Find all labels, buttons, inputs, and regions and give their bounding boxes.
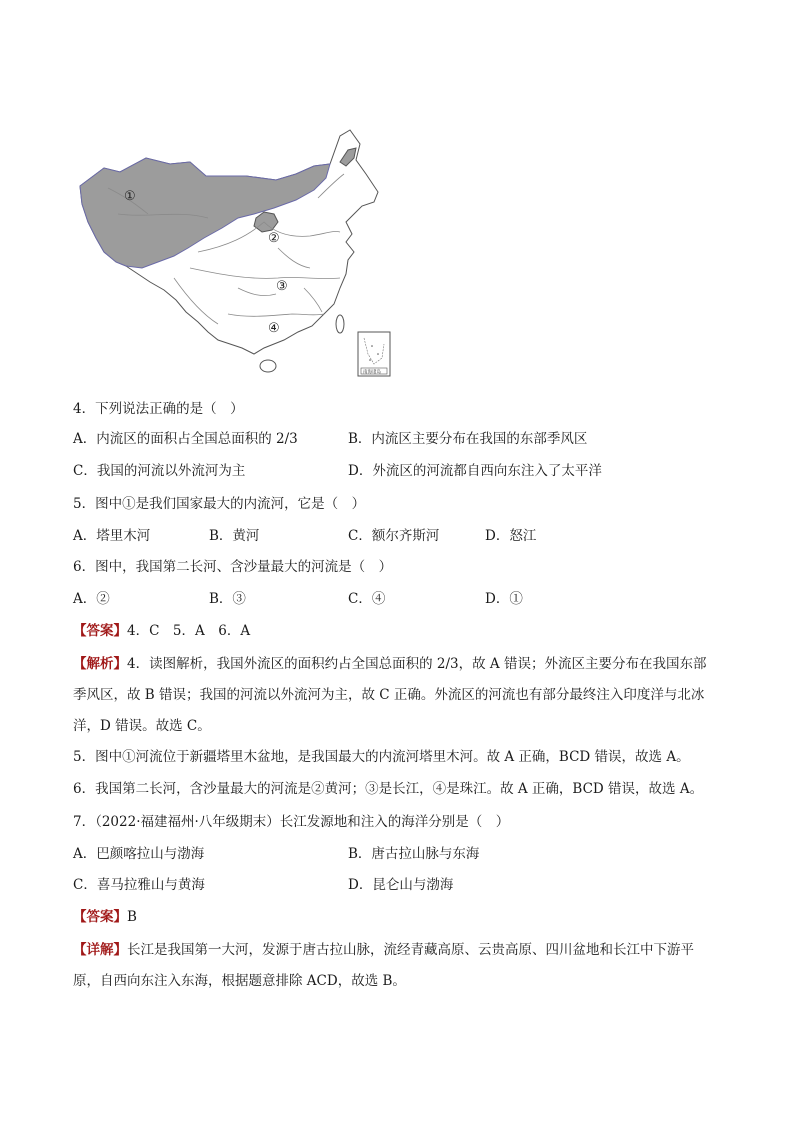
- detail-line-1: 【详解】长江是我国第一大河，发源于唐古拉山脉，流经青藏高原、云贵高原、四川盆地和长江中下游平: [73, 942, 694, 958]
- q6-option-d: D．①: [485, 591, 523, 607]
- explanation-line-2: 季风区，故 B 错误；我国的河流以外流河为主，故 C 正确。外流区的河流也有部分最终注入印度洋与北冰: [73, 687, 705, 703]
- south-sea-inset: [358, 332, 390, 376]
- answer-tag-1: 【答案】: [73, 623, 127, 639]
- q4-row-2: [73, 461, 733, 481]
- label-3: ③: [276, 279, 288, 294]
- label-1: ①: [124, 189, 136, 204]
- label-4: ④: [268, 321, 280, 336]
- q4-row-1: [73, 429, 733, 449]
- q6-option-b: B．③: [209, 591, 246, 607]
- q6-stem: 6．图中，我国第二长河、含沙量最大的河流是（ ）: [73, 559, 393, 575]
- q7-row-2: [73, 875, 733, 895]
- answer-text-2: B: [127, 909, 137, 925]
- q4-option-a: A．内流区的面积占全国总面积的 2/3: [73, 431, 298, 447]
- detail-tag: 【详解】: [73, 942, 127, 958]
- answer-block-1: [73, 621, 250, 641]
- hainan-island: [260, 360, 276, 372]
- q7-option-c: C．喜马拉雅山与黄海: [73, 877, 205, 893]
- q5-option-d: D．怒江: [485, 528, 537, 544]
- explanation-line-3: 洋，D 错误。故选 C。: [73, 718, 211, 734]
- explanation-line-4: 5．图中①河流位于新疆塔里木盆地，是我国最大的内流河塔里木河。故 A 正确，BCD 错误，故选 A。: [73, 749, 690, 765]
- taiwan-island: [336, 315, 344, 333]
- answer-tag-2: 【答案】: [73, 909, 127, 925]
- q7-stem: 7．（2022·福建福州·八年级期末）长江发源地和注入的海洋分别是（ ）: [73, 814, 510, 830]
- q7-option-a: A．巴颜喀拉山与渤海: [73, 846, 205, 862]
- q5-options: [73, 526, 733, 546]
- q4-option-b: B．内流区主要分布在我国的东部季风区: [348, 431, 588, 447]
- explanation-line-1: 【解析】4．读图解析，我国外流区的面积约占全国总面积的 2/3，故 A 错误；外流区主要分布在我国东部: [73, 656, 707, 672]
- answer-text-1: 4．C 5．A 6．A: [127, 623, 251, 639]
- explanation-tag-1: 【解析】: [73, 656, 127, 672]
- q5-option-b: B．黄河: [209, 528, 260, 544]
- q6-option-a: A．②: [73, 591, 110, 607]
- inset-legend: 南海诸岛: [363, 370, 381, 375]
- label-2: ②: [268, 231, 280, 246]
- detail-line-2: 原，自西向东注入东海，根据题意排除 ACD，故选 B。: [73, 973, 406, 989]
- q5-stem: 5．图中①是我们国家最大的内流河，它是（ ）: [73, 496, 366, 512]
- q7-option-d: D．昆仑山与渤海: [348, 877, 454, 893]
- q7-option-b: B．唐古拉山脉与东海: [348, 846, 480, 862]
- q4-option-c: C．我国的河流以外流河为主: [73, 463, 246, 479]
- q7-row-1: [73, 844, 733, 864]
- q5-option-a: A．塔里木河: [73, 528, 151, 544]
- q4-option-d: D．外流区的河流都自西向东注入了太平洋: [348, 463, 602, 479]
- explanation-line-5: 6．我国第二长河，含沙量最大的河流是②黄河；③是长江，④是珠江。故 A 正确，BCD 错误，故选 A。: [73, 781, 704, 797]
- answer-block-2: [73, 907, 137, 927]
- q6-option-c: C．④: [348, 591, 386, 607]
- q4-stem: 4．下列说法正确的是（ ）: [73, 401, 244, 417]
- china-drainage-map: [78, 118, 394, 380]
- q6-options: [73, 589, 733, 609]
- q5-option-c: C．额尔齐斯河: [348, 528, 440, 544]
